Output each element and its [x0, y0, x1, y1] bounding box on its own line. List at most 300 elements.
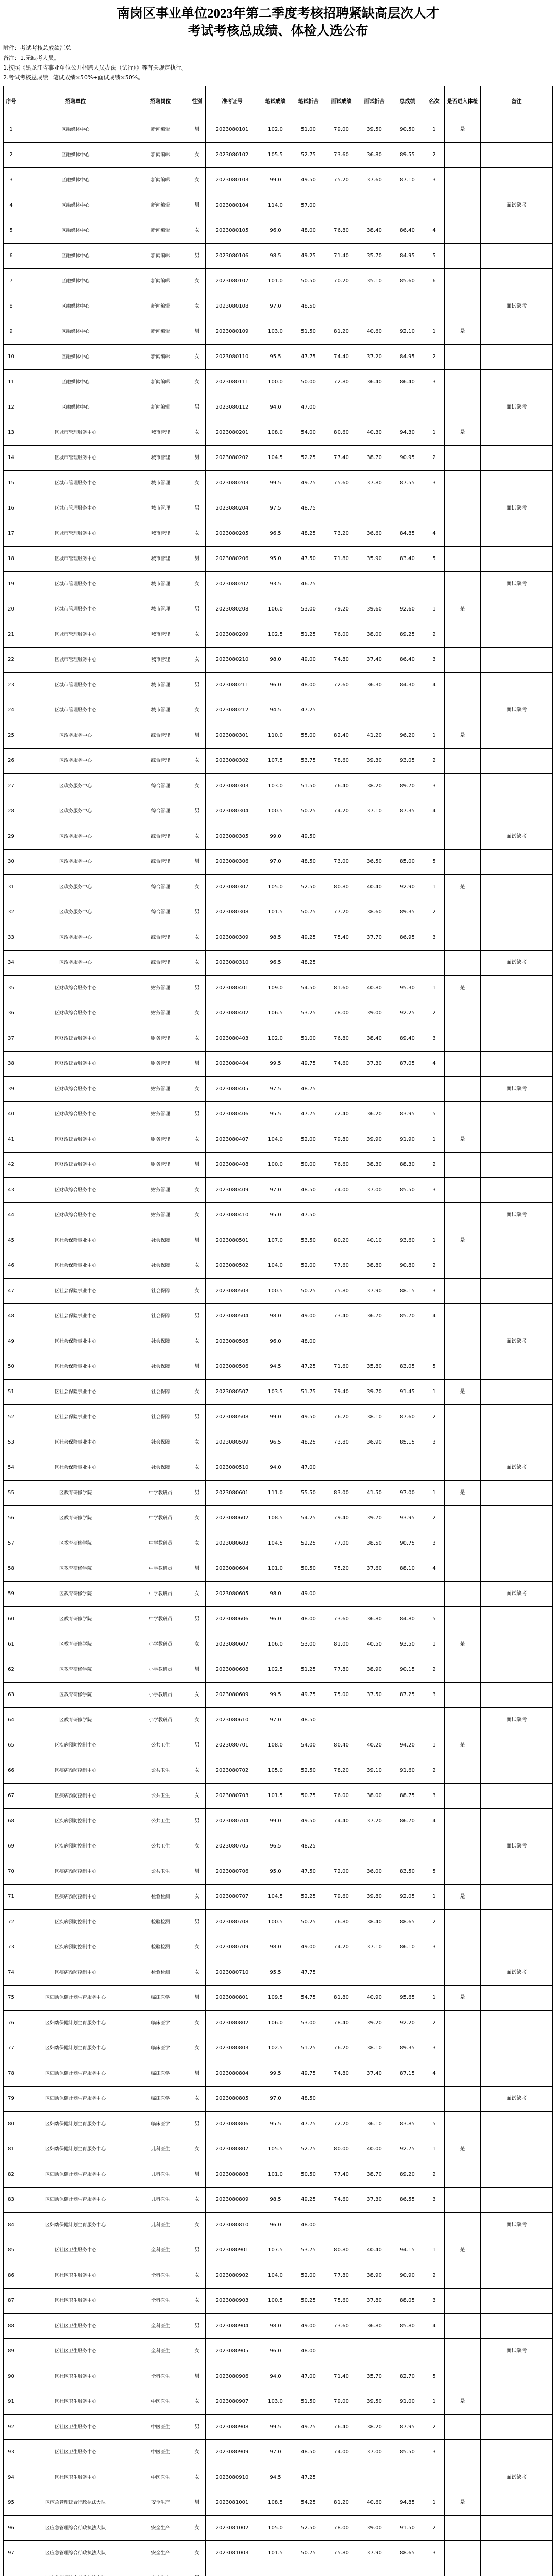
table-cell: 是: [445, 1733, 481, 1758]
table-row: [4, 1253, 553, 1279]
table-cell: 女: [189, 1708, 206, 1733]
table-cell: 2023080603: [206, 1531, 259, 1556]
table-cell: 87.10: [391, 168, 424, 193]
table-header-row: [4, 86, 553, 117]
table-cell: 男: [189, 496, 206, 521]
table-row: [4, 1683, 553, 1708]
table-cell: 3: [424, 168, 445, 193]
table-cell: [189, 2566, 206, 2576]
table-cell: 区社区卫生服务中心: [19, 2465, 132, 2490]
table-cell: 51.25: [292, 2036, 325, 2061]
table-cell: [424, 1708, 445, 1733]
table-cell: [481, 547, 553, 572]
table-cell: [424, 1960, 445, 1986]
table-cell: [358, 1834, 391, 1859]
table-cell: [445, 1834, 481, 1859]
table-cell: 52.00: [292, 2263, 325, 2289]
table-cell: 39.10: [358, 1758, 391, 1784]
table-cell: 93.95: [391, 1506, 424, 1531]
table-cell: [481, 1758, 553, 1784]
table-cell: 2023080402: [206, 1001, 259, 1026]
table-cell: 48.00: [292, 218, 325, 244]
table-cell: 75.00: [325, 1683, 358, 1708]
table-cell: [445, 1582, 481, 1607]
table-cell: 85.50: [391, 2440, 424, 2465]
table-row: [4, 2112, 553, 2137]
table-cell: 2023080710: [206, 1960, 259, 1986]
table-row: [4, 1607, 553, 1632]
table-cell: 财务管理: [132, 1102, 189, 1127]
table-cell: 33: [4, 925, 19, 951]
table-cell: [481, 1153, 553, 1178]
table-cell: [445, 2541, 481, 2566]
table-cell: 48.00: [292, 673, 325, 698]
table-cell: 92.90: [391, 875, 424, 900]
table-cell: 区社会保险事业中心: [19, 1354, 132, 1380]
table-cell: 38.90: [358, 2263, 391, 2289]
table-cell: 2023080202: [206, 446, 259, 471]
table-cell: 49.75: [292, 471, 325, 496]
table-cell: 社会保障: [132, 1405, 189, 1430]
table-cell: 面试缺考: [481, 951, 553, 976]
table-row: [4, 1329, 553, 1354]
table-cell: 73.40: [325, 1304, 358, 1329]
table-cell: 2023080404: [206, 1052, 259, 1077]
table-cell: 女: [189, 345, 206, 370]
table-cell: 62: [4, 1657, 19, 1683]
table-cell: [481, 2036, 553, 2061]
table-cell: 61: [4, 1632, 19, 1657]
table-cell: [445, 1784, 481, 1809]
table-cell: 74.60: [325, 2188, 358, 2213]
table-cell: 74.20: [325, 799, 358, 824]
table-cell: 2023080809: [206, 2188, 259, 2213]
table-cell: 36.40: [358, 370, 391, 395]
table-cell: 74.20: [325, 1935, 358, 1960]
table-row: [4, 168, 553, 193]
table-cell: 47.25: [292, 2465, 325, 2490]
table-cell: 5: [424, 1102, 445, 1127]
table-cell: 98.0: [259, 1935, 292, 1960]
table-cell: 男: [189, 244, 206, 269]
table-cell: 区社会保险事业中心: [19, 1405, 132, 1430]
table-cell: 80.60: [325, 420, 358, 446]
table-row: [4, 2162, 553, 2188]
table-cell: 42: [4, 1153, 19, 1178]
table-cell: 区教育研修学院: [19, 1607, 132, 1632]
table-cell: 80.80: [325, 875, 358, 900]
table-row: [4, 900, 553, 925]
table-cell: [481, 875, 553, 900]
table-cell: 财务管理: [132, 1026, 189, 1052]
table-cell: 44: [4, 1203, 19, 1228]
table-cell: [445, 925, 481, 951]
table-cell: 37.50: [358, 1683, 391, 1708]
table-cell: 女: [189, 294, 206, 319]
table-cell: [325, 1834, 358, 1859]
table-cell: 90.80: [391, 1253, 424, 1279]
table-cell: 4: [424, 521, 445, 547]
table-cell: 区疾病预防控制中心: [19, 1960, 132, 1986]
table-cell: [358, 1455, 391, 1481]
table-cell: 女: [189, 1885, 206, 1910]
table-cell: 1: [424, 1380, 445, 1405]
table-cell: 104.0: [259, 1127, 292, 1153]
table-cell: 区社区卫生服务中心: [19, 2364, 132, 2389]
table-row: [4, 2289, 553, 2314]
table-cell: 88.75: [391, 1784, 424, 1809]
table-cell: 47.75: [292, 345, 325, 370]
table-cell: [445, 1279, 481, 1304]
table-cell: 女: [189, 2339, 206, 2364]
table-cell: 女: [189, 2137, 206, 2162]
table-cell: 76.40: [325, 2415, 358, 2440]
table-cell: [445, 2415, 481, 2440]
table-cell: 47.75: [292, 1102, 325, 1127]
table-cell: 1: [424, 976, 445, 1001]
table-cell: 3: [424, 1935, 445, 1960]
table-row: [4, 1102, 553, 1127]
table-cell: 104.0: [259, 1253, 292, 1279]
table-cell: 75.40: [325, 925, 358, 951]
table-cell: 73.60: [325, 2314, 358, 2339]
table-cell: 95.30: [391, 976, 424, 1001]
table-row: [4, 218, 553, 244]
table-cell: 38.40: [358, 218, 391, 244]
table-cell: 新闻编辑: [132, 294, 189, 319]
table-cell: 2023080301: [206, 723, 259, 749]
table-row: [4, 951, 553, 976]
table-cell: 男: [189, 1354, 206, 1380]
table-cell: 96.5: [259, 521, 292, 547]
table-cell: 96: [4, 2516, 19, 2541]
table-cell: 2023080308: [206, 900, 259, 925]
table-cell: [325, 1203, 358, 1228]
table-cell: 95.0: [259, 1859, 292, 1885]
table-cell: [481, 1026, 553, 1052]
table-row: [4, 2465, 553, 2490]
table-cell: 65: [4, 1733, 19, 1758]
table-cell: 17: [4, 521, 19, 547]
table-cell: 48.25: [292, 1834, 325, 1859]
table-cell: [445, 1178, 481, 1203]
table-cell: 5: [424, 547, 445, 572]
table-cell: [481, 1380, 553, 1405]
table-cell: [481, 521, 553, 547]
table-cell: 100.5: [259, 1910, 292, 1935]
table-cell: 101.5: [259, 2541, 292, 2566]
table-cell: 51.00: [292, 1026, 325, 1052]
table-cell: 2023080608: [206, 1657, 259, 1683]
table-cell: 50.75: [292, 2541, 325, 2566]
table-cell: 3: [424, 1279, 445, 1304]
table-cell: [19, 2566, 132, 2576]
table-cell: [325, 193, 358, 218]
table-cell: 6: [424, 269, 445, 294]
table-cell: 3: [424, 2289, 445, 2314]
column-header: 招聘岗位: [132, 86, 189, 117]
table-cell: 区城市管理服务中心: [19, 698, 132, 723]
table-cell: [481, 1001, 553, 1026]
table-row: [4, 1758, 553, 1784]
table-cell: 新闻编辑: [132, 319, 189, 345]
table-cell: 37.70: [358, 925, 391, 951]
table-cell: 区融媒体中心: [19, 269, 132, 294]
table-cell: 2023080306: [206, 850, 259, 875]
table-cell: 新闻编辑: [132, 370, 189, 395]
table-cell: 85.15: [391, 1430, 424, 1455]
table-cell: 区政务服务中心: [19, 799, 132, 824]
table-cell: 28: [4, 799, 19, 824]
table-cell: [358, 698, 391, 723]
table-cell: 2023080204: [206, 496, 259, 521]
table-cell: 女: [189, 1683, 206, 1708]
table-cell: 105.0: [259, 2516, 292, 2541]
table-cell: 75: [4, 1986, 19, 2011]
table-cell: [445, 471, 481, 496]
table-row: [4, 1354, 553, 1380]
table-cell: 96.0: [259, 218, 292, 244]
table-cell: [325, 1582, 358, 1607]
table-cell: 女: [189, 1329, 206, 1354]
table-cell: 女: [189, 2213, 206, 2238]
table-cell: 男: [189, 2238, 206, 2263]
table-row: [4, 1052, 553, 1077]
table-cell: 2023080502: [206, 1253, 259, 1279]
table-cell: 5: [424, 850, 445, 875]
table-cell: [481, 2061, 553, 2087]
table-cell: 49.00: [292, 1935, 325, 1960]
table-cell: 46: [4, 1253, 19, 1279]
table-cell: 83.05: [391, 1354, 424, 1380]
table-cell: 36.80: [358, 2314, 391, 2339]
table-cell: 2: [424, 900, 445, 925]
table-cell: 73.80: [325, 1430, 358, 1455]
table-cell: 107.0: [259, 1228, 292, 1253]
table-cell: 79: [4, 2087, 19, 2112]
table-cell: 检验检测: [132, 1960, 189, 1986]
table-cell: [445, 698, 481, 723]
table-cell: 87.95: [391, 2415, 424, 2440]
table-cell: [481, 1683, 553, 1708]
table-cell: 88.15: [391, 1279, 424, 1304]
table-cell: 区疾病预防控制中心: [19, 1910, 132, 1935]
table-cell: 2023080509: [206, 1430, 259, 1455]
table-cell: 87: [4, 2289, 19, 2314]
table-cell: 中医医生: [132, 2389, 189, 2415]
table-cell: 49.50: [292, 1405, 325, 1430]
table-cell: 3: [424, 1178, 445, 1203]
table-cell: 区妇幼保健计划生育服务中心: [19, 2011, 132, 2036]
table-cell: 50.25: [292, 799, 325, 824]
table-cell: 103.0: [259, 774, 292, 799]
table-cell: [445, 1910, 481, 1935]
table-cell: 区教育研修学院: [19, 1506, 132, 1531]
table-cell: 47.25: [292, 1354, 325, 1380]
table-cell: 71.40: [325, 2364, 358, 2389]
table-cell: 48: [4, 1304, 19, 1329]
table-cell: 38.20: [358, 2415, 391, 2440]
table-cell: [325, 698, 358, 723]
table-cell: 城市管理: [132, 698, 189, 723]
table-cell: 1: [424, 875, 445, 900]
table-cell: [445, 774, 481, 799]
table-cell: 临床医学: [132, 2061, 189, 2087]
table-cell: [445, 648, 481, 673]
table-cell: [391, 294, 424, 319]
table-cell: 中医医生: [132, 2440, 189, 2465]
table-cell: [445, 547, 481, 572]
table-cell: 95.5: [259, 1960, 292, 1986]
table-cell: 79.60: [325, 1885, 358, 1910]
table-cell: [445, 1329, 481, 1354]
table-cell: 74.60: [325, 1052, 358, 1077]
table-cell: 97.0: [259, 2440, 292, 2465]
table-cell: 3: [424, 925, 445, 951]
table-cell: 39.50: [358, 117, 391, 143]
table-cell: [445, 218, 481, 244]
table-cell: 新闻编辑: [132, 143, 189, 168]
table-cell: 77.40: [325, 2162, 358, 2188]
table-cell: [358, 951, 391, 976]
table-cell: 公共卫生: [132, 1834, 189, 1859]
table-cell: 2023080108: [206, 294, 259, 319]
table-cell: 面试缺考: [481, 395, 553, 420]
column-header: 笔试成绩: [259, 86, 292, 117]
table-cell: 区社区卫生服务中心: [19, 2314, 132, 2339]
table-cell: 2023080501: [206, 1228, 259, 1253]
table-cell: 2023080607: [206, 1632, 259, 1657]
table-cell: 94.85: [391, 2490, 424, 2516]
table-cell: [481, 168, 553, 193]
table-cell: 91.60: [391, 1758, 424, 1784]
table-cell: 3: [424, 648, 445, 673]
table-cell: 39.70: [358, 1380, 391, 1405]
table-cell: [481, 2188, 553, 2213]
table-cell: 区教育研修学院: [19, 1481, 132, 1506]
table-row: [4, 976, 553, 1001]
table-cell: 2023080701: [206, 1733, 259, 1758]
table-cell: 89.20: [391, 2162, 424, 2188]
table-cell: 区融媒体中心: [19, 143, 132, 168]
table-cell: 2023080805: [206, 2087, 259, 2112]
table-cell: 83.95: [391, 1102, 424, 1127]
table-cell: 女: [189, 1758, 206, 1784]
table-cell: [358, 2213, 391, 2238]
table-cell: 92.60: [391, 597, 424, 622]
table-cell: 50.00: [292, 370, 325, 395]
table-cell: [445, 2566, 481, 2576]
table-cell: 区政务服务中心: [19, 723, 132, 749]
table-cell: 是: [445, 319, 481, 345]
table-row: [4, 269, 553, 294]
table-cell: 83.50: [391, 1859, 424, 1885]
table-row: [4, 1986, 553, 2011]
table-cell: 公共卫生: [132, 1733, 189, 1758]
table-cell: 49.25: [292, 925, 325, 951]
table-cell: 81.20: [325, 319, 358, 345]
table-cell: 2023080206: [206, 547, 259, 572]
table-row: [4, 1455, 553, 1481]
table-cell: 93.60: [391, 1228, 424, 1253]
table-cell: 72: [4, 1910, 19, 1935]
table-cell: [424, 572, 445, 597]
table-cell: [445, 345, 481, 370]
table-cell: [358, 2339, 391, 2364]
table-cell: 2023080905: [206, 2339, 259, 2364]
table-cell: 4: [424, 673, 445, 698]
table-cell: 40.20: [358, 1733, 391, 1758]
table-cell: 区政务服务中心: [19, 850, 132, 875]
table-cell: 39.00: [358, 2516, 391, 2541]
table-cell: 2023080103: [206, 168, 259, 193]
table-cell: 96.0: [259, 1329, 292, 1354]
table-cell: 53.75: [292, 2238, 325, 2263]
table-cell: [481, 1607, 553, 1632]
table-cell: 53.00: [292, 1632, 325, 1657]
table-cell: 79.40: [325, 1506, 358, 1531]
table-cell: 2: [424, 1758, 445, 1784]
table-cell: 73.60: [325, 143, 358, 168]
table-cell: [445, 1758, 481, 1784]
table-cell: 40.80: [358, 976, 391, 1001]
table-cell: 区疾病预防控制中心: [19, 1784, 132, 1809]
table-cell: 区城市管理服务中心: [19, 496, 132, 521]
table-cell: 小学教研员: [132, 1683, 189, 1708]
table-cell: 2023080309: [206, 925, 259, 951]
table-cell: 城市管理: [132, 521, 189, 547]
table-cell: 3: [424, 774, 445, 799]
table-cell: 98.0: [259, 1582, 292, 1607]
table-cell: [445, 1354, 481, 1380]
table-cell: 107.5: [259, 749, 292, 774]
table-cell: 95.5: [259, 2112, 292, 2137]
table-cell: [206, 2566, 259, 2576]
table-cell: 93.05: [391, 749, 424, 774]
table-cell: 区社区卫生服务中心: [19, 2238, 132, 2263]
table-cell: 2023080205: [206, 521, 259, 547]
table-cell: 区政务服务中心: [19, 925, 132, 951]
table-cell: 1: [424, 1885, 445, 1910]
table-cell: 财务管理: [132, 1127, 189, 1153]
table-cell: [358, 1077, 391, 1102]
table-cell: 2023080410: [206, 1203, 259, 1228]
table-cell: 40.50: [358, 1632, 391, 1657]
table-cell: 100.5: [259, 1279, 292, 1304]
table-cell: 104.5: [259, 1531, 292, 1556]
table-cell: 2023080207: [206, 572, 259, 597]
table-cell: 城市管理: [132, 572, 189, 597]
table-cell: 城市管理: [132, 420, 189, 446]
table-cell: 81.20: [325, 2490, 358, 2516]
table-cell: 面试缺考: [481, 496, 553, 521]
table-cell: 面试缺考: [481, 1329, 553, 1354]
table-row: [4, 749, 553, 774]
table-cell: [445, 269, 481, 294]
table-row: [4, 2238, 553, 2263]
table-cell: 93.5: [259, 572, 292, 597]
table-cell: [445, 1430, 481, 1455]
table-cell: 38.10: [358, 1405, 391, 1430]
notes: [3, 43, 553, 82]
table-cell: 100.0: [259, 370, 292, 395]
table-cell: [445, 1960, 481, 1986]
table-cell: 是: [445, 976, 481, 1001]
table-cell: 区教育研修学院: [19, 1708, 132, 1733]
table-cell: 女: [189, 2188, 206, 2213]
table-cell: [358, 1203, 391, 1228]
table-cell: 99.0: [259, 1809, 292, 1834]
